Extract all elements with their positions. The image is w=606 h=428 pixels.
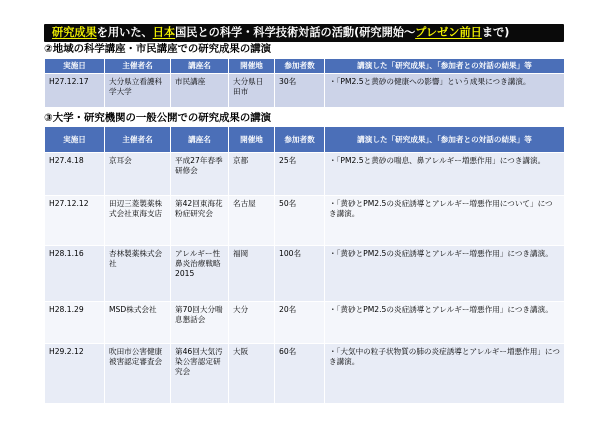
cell-date: H28.1.29 [45, 302, 105, 344]
column-header-content: 講演した「研究成果」、「参加者との対話の結果」等 [325, 127, 565, 153]
title-segment: まで) [481, 26, 510, 39]
title-segment: 日本 [152, 26, 176, 39]
table-row [45, 153, 565, 196]
cell-course: 第46回大気汚染公害認定研究会 [171, 344, 229, 404]
cell-course: 第70回大分喘息懇話会 [171, 302, 229, 344]
table-row [45, 302, 565, 344]
cell-organizer: 大分県立看護科学大学 [105, 74, 171, 108]
table-row [45, 246, 565, 302]
cell-organizer: 吹田市公害健康被害認定審査会 [105, 344, 171, 404]
column-header-course: 講座名 [171, 127, 229, 153]
column-header-content: 講演した「研究成果」、「参加者との対話の結果」等 [325, 59, 565, 74]
section-heading-regional-lectures: ②地域の科学講座・市民講座での研究成果の講演 [44, 43, 271, 55]
cell-date: H29.2.12 [45, 344, 105, 404]
column-header-organizer: 主催者名 [105, 127, 171, 153]
page-title [44, 24, 564, 42]
cell-content: ・「黄砂とPM2.5の炎症誘導とアレルギー増悪作用」につき講演。 [325, 246, 565, 302]
table-header-row [45, 59, 565, 74]
cell-date: H27.12.17 [45, 74, 105, 108]
column-header-course: 講座名 [171, 59, 229, 74]
cell-course: アレルギー性鼻炎治療戦略2015 [171, 246, 229, 302]
title-segment: 国民との科学・科学技術対話の活動(研究開始～ [175, 26, 416, 39]
column-header-participants: 参加者数 [275, 59, 325, 74]
title-segment: 研究成果 [52, 26, 97, 39]
cell-participants: 20名 [275, 302, 325, 344]
column-header-organizer: 主催者名 [105, 59, 171, 74]
regional-lectures-table [44, 58, 565, 108]
table-row [45, 196, 565, 246]
cell-venue: 福岡 [229, 246, 275, 302]
cell-date: H28.1.16 [45, 246, 105, 302]
column-header-participants: 参加者数 [275, 127, 325, 153]
cell-venue: 名古屋 [229, 196, 275, 246]
cell-course: 第42回東海花粉症研究会 [171, 196, 229, 246]
cell-content: ・「黄砂とPM2.5の炎症誘導とアレルギー増悪作用について」につき講演。 [325, 196, 565, 246]
cell-venue: 大阪 [229, 344, 275, 404]
cell-content: ・「PM2.5と黄砂の健康への影響」という成果につき講演。 [325, 74, 565, 108]
table-header-row [45, 127, 565, 153]
cell-participants: 60名 [275, 344, 325, 404]
cell-organizer: 京耳会 [105, 153, 171, 196]
column-header-venue: 開催地 [229, 127, 275, 153]
cell-organizer: 杏林製薬株式会社 [105, 246, 171, 302]
cell-participants: 25名 [275, 153, 325, 196]
table-row [45, 344, 565, 404]
cell-date: H27.12.12 [45, 196, 105, 246]
column-header-date: 実施日 [45, 127, 105, 153]
title-segment: プレゼン前日 [415, 26, 482, 39]
cell-content: ・「PM2.5と黄砂の喘息、鼻アレルギー増悪作用」につき講演。 [325, 153, 565, 196]
cell-content: ・「黄砂とPM2.5の炎症誘導とアレルギー増悪作用」につき講演。 [325, 302, 565, 344]
cell-content: ・「大気中の粒子状物質の肺の炎症誘導とアレルギー増悪作用」につき講演。 [325, 344, 565, 404]
cell-date: H27.4.18 [45, 153, 105, 196]
cell-organizer: 田辺三菱製薬株式会社東海支店 [105, 196, 171, 246]
cell-course: 平成27年春季研修会 [171, 153, 229, 196]
table-row [45, 74, 565, 108]
cell-participants: 100名 [275, 246, 325, 302]
cell-participants: 30名 [275, 74, 325, 108]
cell-venue: 大分県日田市 [229, 74, 275, 108]
cell-venue: 京都 [229, 153, 275, 196]
section-heading-open-campus-lectures: ③大学・研究機関の一般公開での研究成果の講演 [44, 112, 271, 124]
title-segment: を用いた、 [96, 26, 153, 39]
cell-course: 市民講座 [171, 74, 229, 108]
column-header-date: 実施日 [45, 59, 105, 74]
cell-venue: 大分 [229, 302, 275, 344]
column-header-venue: 開催地 [229, 59, 275, 74]
open-campus-lectures-table [44, 126, 565, 404]
cell-participants: 50名 [275, 196, 325, 246]
cell-organizer: MSD株式会社 [105, 302, 171, 344]
